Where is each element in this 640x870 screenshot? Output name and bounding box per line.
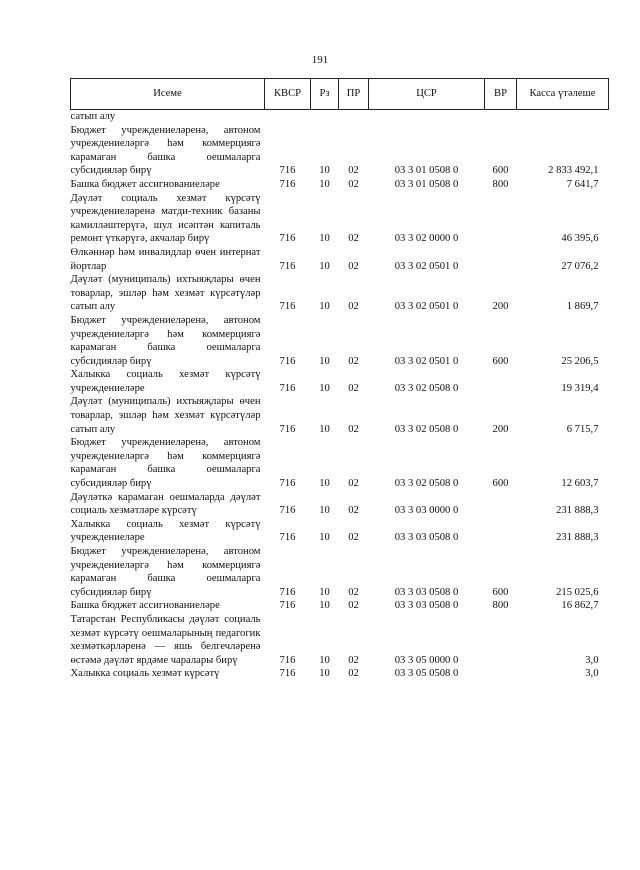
- header-rz: Рз: [311, 79, 339, 110]
- cell-vr: 200: [492, 301, 509, 313]
- header-name: Исеме: [71, 79, 265, 110]
- cell-kvsr: 716: [279, 532, 296, 544]
- cell-name: Дәүләт социаль хезмәт күрсәтү учреждениеләренә матди-техник базаны камилләштерүгә, шул исәптән капиталь ремонт үткәрүгә, акчалар бирү: [70, 192, 261, 245]
- cell-kvsr: [265, 110, 311, 124]
- cell-kvsr: 716: [279, 233, 296, 245]
- cell-csr: 03 3 02 0501 0: [394, 260, 459, 272]
- cell-rz: 10: [319, 654, 330, 666]
- cell-amount: 27 076,2: [561, 260, 599, 272]
- header-csr: ЦСР: [369, 79, 485, 110]
- cell-name: Бюджет учреждениеләренә, автоном учреждениеләргә һәм коммерциягә карамаган башка оешмаларга субсидияләр бирү: [70, 124, 261, 177]
- cell-rz: 10: [319, 586, 330, 598]
- cell-pr: 02: [348, 505, 359, 517]
- budget-table-container: [70, 78, 608, 681]
- cell-pr: 02: [348, 654, 359, 666]
- cell-name: Дәүләткә карамаган оешмаларда дәүләт социаль хезмәтләре күрсәтү: [70, 491, 261, 517]
- cell-vr: [485, 613, 517, 667]
- cell-amount: 6 715,7: [566, 423, 599, 435]
- cell-pr: 02: [348, 165, 359, 177]
- header-vr: ВР: [485, 79, 517, 110]
- table-row: [71, 273, 609, 314]
- cell-kvsr: 716: [279, 382, 296, 394]
- cell-pr: 02: [348, 478, 359, 490]
- cell-vr: 600: [492, 355, 509, 367]
- cell-rz: [311, 110, 339, 124]
- cell-amount: 46 395,6: [561, 233, 599, 245]
- cell-vr: 800: [492, 600, 509, 612]
- cell-vr: [485, 246, 517, 273]
- cell-pr: [339, 110, 369, 124]
- cell-rz: 10: [319, 382, 330, 394]
- cell-csr: 03 3 01 0508 0: [394, 178, 459, 190]
- table-row: [71, 599, 609, 613]
- table-row: [71, 368, 609, 395]
- table-row: [71, 491, 609, 518]
- cell-rz: 10: [319, 233, 330, 245]
- cell-name: Башка бюджет ассигнованиеләре: [70, 600, 220, 612]
- cell-name: Бюджет учреждениеләренә, автоном учреждениеләргә һәм коммерциягә карамаган башка оешмаларга субсидияләр бирү: [70, 546, 261, 598]
- cell-vr: [485, 368, 517, 395]
- cell-csr: 03 3 02 0501 0: [394, 301, 459, 313]
- cell-pr: 02: [348, 382, 359, 394]
- cell-kvsr: 716: [279, 301, 296, 313]
- cell-amount: 12 603,7: [561, 478, 599, 490]
- cell-kvsr: 716: [279, 586, 296, 598]
- cell-amount: 3,0: [585, 668, 599, 680]
- cell-amount: 3,0: [585, 654, 599, 666]
- header-pr: ПР: [339, 79, 369, 110]
- table-row: [71, 545, 609, 599]
- table-row: [71, 667, 609, 681]
- cell-csr: [369, 110, 485, 124]
- cell-amount: [517, 110, 609, 124]
- cell-name: Халыкка социаль хезмәт күрсәтү учреждениеләре: [70, 518, 261, 544]
- cell-csr: 03 3 02 0501 0: [394, 355, 459, 367]
- cell-amount: 25 206,5: [561, 355, 599, 367]
- table-row: [71, 314, 609, 368]
- cell-name: сатып алу: [70, 111, 116, 122]
- cell-csr: 03 3 03 0508 0: [394, 600, 459, 612]
- cell-name: Бюджет учреждениеләренә, автоном учреждениеләргә һәм коммерциягә карамаган башка оешмаларга субсидияләр бирү: [70, 314, 261, 367]
- header-kassa: Касса үтәлеше: [517, 79, 609, 110]
- cell-rz: 10: [319, 178, 330, 190]
- cell-vr: [485, 110, 517, 124]
- cell-amount: 7 641,7: [566, 178, 599, 190]
- budget-table: [70, 78, 609, 681]
- cell-vr: 600: [492, 165, 509, 177]
- header-kvsr: КВСР: [265, 79, 311, 110]
- cell-kvsr: 716: [279, 423, 296, 435]
- cell-amount: 231 888,3: [556, 505, 599, 517]
- cell-csr: 03 3 03 0000 0: [394, 505, 459, 517]
- cell-pr: 02: [348, 178, 359, 190]
- table-row: [71, 110, 609, 124]
- cell-kvsr: 716: [279, 178, 296, 190]
- cell-kvsr: 716: [279, 478, 296, 490]
- cell-kvsr: 716: [279, 165, 296, 177]
- table-body: [71, 110, 609, 681]
- cell-vr: 800: [492, 178, 509, 190]
- page-number: 191: [311, 54, 329, 66]
- cell-pr: 02: [348, 355, 359, 367]
- cell-amount: 19 319,4: [561, 382, 599, 394]
- cell-name: Татарстан Республикасы дәүләт социаль хезмәт күрсәтү оешмаларының педагогик хезмәткәрләренә — яшь белгечләренә өстәмә дәүләт ярдәме чаралары бирү: [70, 613, 261, 666]
- cell-pr: 02: [348, 586, 359, 598]
- cell-csr: 03 3 03 0508 0: [394, 586, 459, 598]
- cell-rz: 10: [319, 668, 330, 680]
- cell-name: Башка бюджет ассигнованиеләре: [70, 178, 220, 190]
- cell-kvsr: 716: [279, 668, 296, 680]
- cell-vr: [485, 518, 517, 545]
- cell-pr: 02: [348, 233, 359, 245]
- cell-csr: 03 3 02 0508 0: [394, 423, 459, 435]
- cell-csr: 03 3 02 0508 0: [394, 382, 459, 394]
- table-header-row: [71, 79, 609, 110]
- cell-amount: 2 833 492,1: [548, 165, 599, 177]
- cell-amount: 16 862,7: [561, 600, 599, 612]
- table-row: [71, 178, 609, 192]
- table-row: [71, 246, 609, 273]
- table-row: [71, 436, 609, 490]
- cell-rz: 10: [319, 532, 330, 544]
- cell-amount: 215 025,6: [556, 586, 599, 598]
- cell-rz: 10: [319, 260, 330, 272]
- cell-kvsr: 716: [279, 600, 296, 612]
- cell-name: Дәүләт (муниципаль) ихтыяҗлары өчен товарлар, эшләр һәм хезмәт күрсәтүләр сатып алу: [70, 274, 261, 313]
- table-row: [71, 518, 609, 545]
- cell-csr: 03 3 05 0508 0: [394, 668, 459, 680]
- cell-pr: 02: [348, 423, 359, 435]
- cell-rz: 10: [319, 301, 330, 313]
- cell-rz: 10: [319, 423, 330, 435]
- cell-pr: 02: [348, 532, 359, 544]
- cell-name: Өлкәннәр һәм инвалидлар өчен интернат йортлар: [70, 246, 261, 272]
- cell-pr: 02: [348, 260, 359, 272]
- cell-vr: [485, 491, 517, 518]
- table-row: [71, 124, 609, 178]
- cell-kvsr: 716: [279, 505, 296, 517]
- cell-vr: [485, 192, 517, 246]
- cell-pr: 02: [348, 668, 359, 680]
- cell-amount: 231 888,3: [556, 532, 599, 544]
- cell-name: Халыкка социаль хезмәт күрсәтү учреждениеләре: [70, 369, 261, 394]
- cell-name: Бюджет учреждениеләренә, автоном учреждениеләргә һәм коммерциягә карамаган башка оешмаларга субсидияләр бирү: [70, 437, 261, 490]
- cell-pr: 02: [348, 301, 359, 313]
- cell-rz: 10: [319, 165, 330, 177]
- cell-pr: 02: [348, 600, 359, 612]
- table-row: [71, 395, 609, 436]
- cell-amount: 1 869,7: [566, 301, 599, 313]
- table-row: [71, 192, 609, 246]
- cell-vr: 600: [492, 478, 509, 490]
- cell-rz: 10: [319, 355, 330, 367]
- table-row: [71, 613, 609, 667]
- cell-vr: 600: [492, 586, 509, 598]
- cell-kvsr: 716: [279, 355, 296, 367]
- cell-csr: 03 3 05 0000 0: [394, 654, 459, 666]
- cell-name: Халыкка социаль хезмәт күрсәтү: [70, 668, 220, 680]
- cell-vr: 200: [492, 423, 509, 435]
- cell-rz: 10: [319, 478, 330, 490]
- cell-vr: [485, 667, 517, 681]
- cell-csr: 03 3 01 0508 0: [394, 165, 459, 177]
- cell-kvsr: 716: [279, 260, 296, 272]
- cell-csr: 03 3 02 0508 0: [394, 478, 459, 490]
- cell-csr: 03 3 03 0508 0: [394, 532, 459, 544]
- cell-rz: 10: [319, 600, 330, 612]
- cell-rz: 10: [319, 505, 330, 517]
- cell-name: Дәүләт (муниципаль) ихтыяҗлары өчен товарлар, эшләр һәм хезмәт күрсәтүләр сатып алу: [70, 396, 261, 435]
- cell-kvsr: 716: [279, 654, 296, 666]
- cell-csr: 03 3 02 0000 0: [394, 233, 459, 245]
